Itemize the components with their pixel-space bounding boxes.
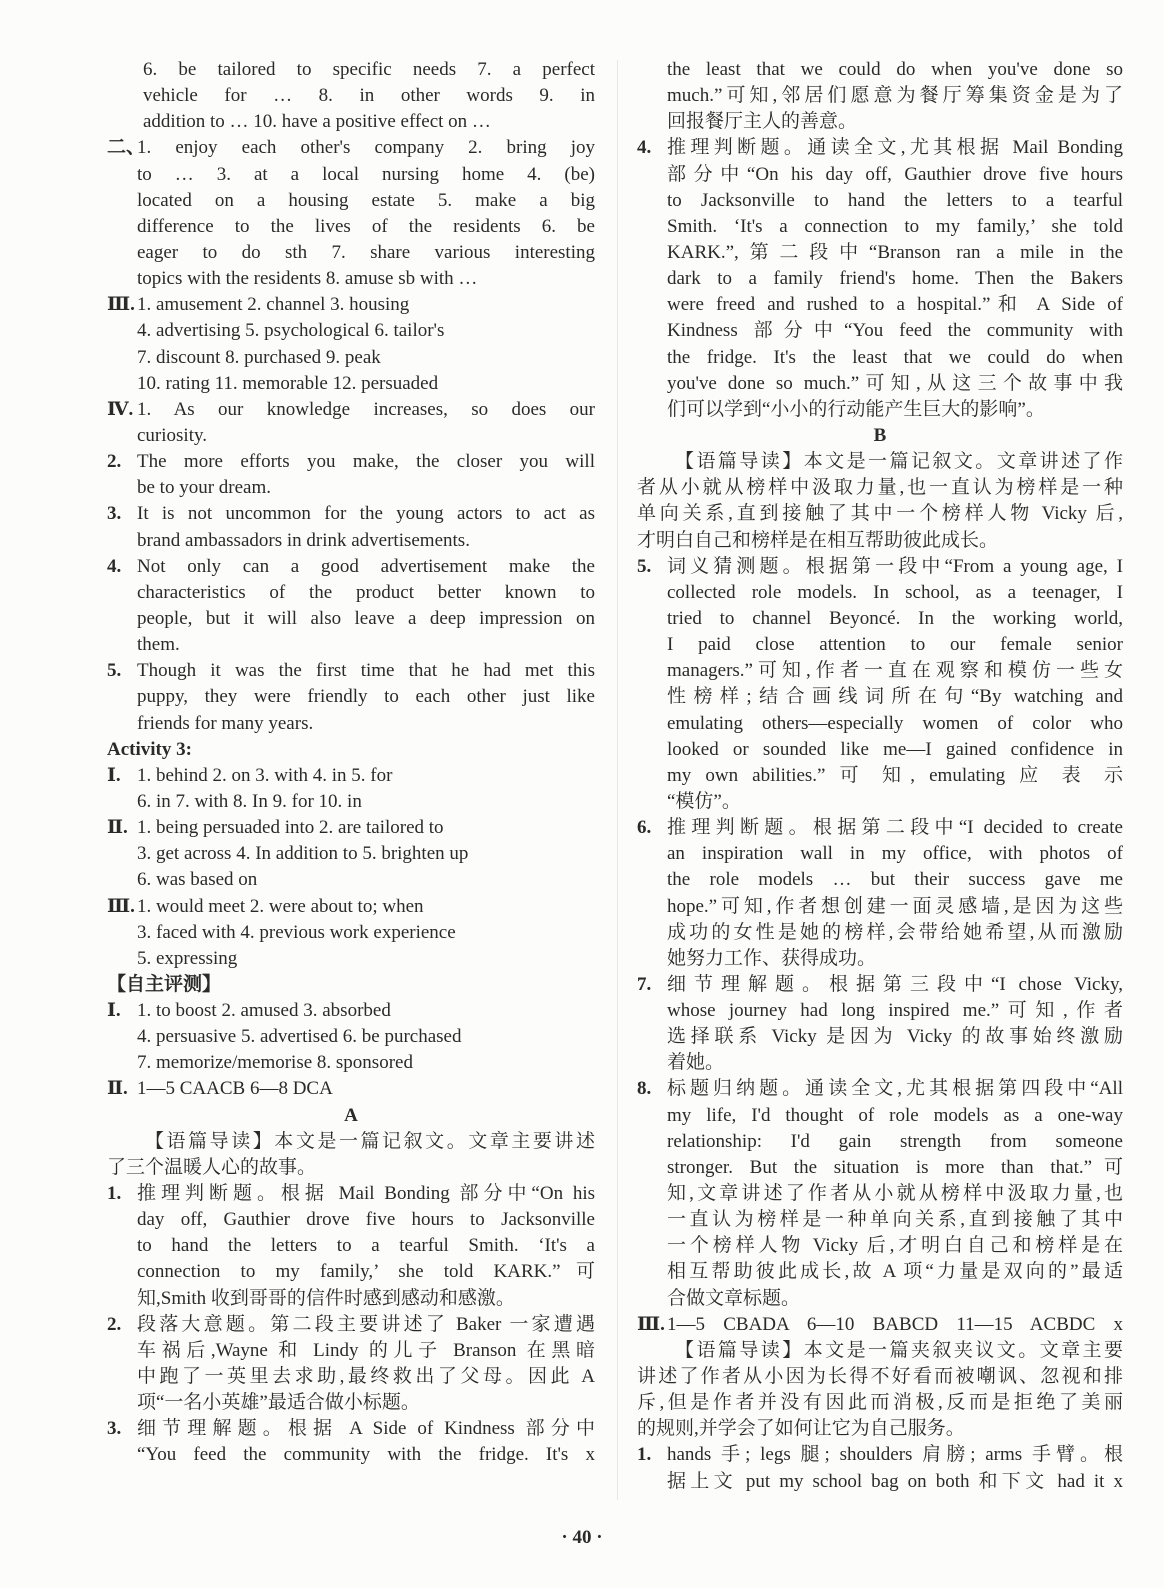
text-line: 1. behind 2. on 3. with 4. in 5. for xyxy=(137,764,393,786)
text-line: 的规则,并学会了如何让它为自己服务。 xyxy=(637,1418,965,1440)
item-number: Ⅱ. xyxy=(107,1078,128,1100)
answer-item xyxy=(107,397,595,449)
text-line: 7. discount 8. purchased 9. peak xyxy=(137,346,381,368)
text-line: much.”可知,邻居们愿意为餐厅筹集资金是为了 xyxy=(667,85,1123,107)
text-line: 她努力工作、获得成功。 xyxy=(667,947,877,969)
text-line: The more efforts you make, the closer you will xyxy=(137,451,595,473)
text-line: 【语篇导读】本文是一篇夹叙夹议文。文章主要 xyxy=(675,1339,1123,1361)
text-line: 5. expressing xyxy=(137,947,238,969)
text-line: I paid close attention to our female senior xyxy=(667,634,1123,656)
item-number: 1. xyxy=(637,1444,652,1466)
item-number: Ⅲ. xyxy=(107,294,135,316)
text-line: be to your dream. xyxy=(137,477,272,499)
text-line: them. xyxy=(137,634,180,656)
text-line: day off, Gauthier drove five hours to Jacksonville xyxy=(137,1209,595,1231)
answer-item xyxy=(107,449,595,501)
text-line: 1. amusement 2. channel 3. housing xyxy=(137,294,410,316)
item-number: 3. xyxy=(107,503,122,525)
text-line: 6. in 7. with 8. In 9. for 10. in xyxy=(137,790,362,812)
text-line: 细节理解题。根据 A Side of Kindness 部分中 xyxy=(137,1418,595,1440)
text-line: emulating others—especially women of color who xyxy=(667,712,1123,734)
text-line: 4. persuasive 5. advertised 6. be purchased xyxy=(137,1026,462,1048)
text-line: 一直认为榜样是一种单向关系,直到接触了其中 xyxy=(667,1209,1123,1231)
text-line: were freed and rushed to a hospital.”和 A Side of xyxy=(667,294,1123,316)
answer-item xyxy=(107,1312,595,1417)
text-line: “You feed the community with the fridge. It's x xyxy=(137,1444,595,1466)
text-line: hope.”可知,作者想创建一面灵感墙,是因为这些 xyxy=(667,895,1123,917)
text-line: Activity 3: xyxy=(107,738,192,760)
answer-item xyxy=(107,345,595,371)
text-line: 推理判断题。根据 Mail Bonding 部分中“On his xyxy=(137,1183,595,1205)
text-line: brand ambassadors in drink advertisements. xyxy=(137,529,470,551)
text-line: 据上文 put my school bag on both 和下文 had it x xyxy=(667,1470,1123,1492)
answer-item xyxy=(637,554,1123,815)
answer-item xyxy=(637,1442,1123,1494)
passage-label xyxy=(637,423,1123,449)
item-number: Ⅲ. xyxy=(107,895,135,917)
text-line: 10. rating 11. memorable 12. persuaded xyxy=(137,372,439,394)
text-line: 项“一名小英雄”最适合做小标题。 xyxy=(137,1392,420,1414)
item-number: 2. xyxy=(107,451,122,473)
text-line: the least that we could do when you've done so xyxy=(667,59,1123,80)
text-line: B xyxy=(873,424,887,446)
text-line: 了三个温暖人心的故事。 xyxy=(107,1156,317,1178)
text-line: characteristics of the product better known to xyxy=(137,581,595,603)
text-line: 1. being persuaded into 2. are tailored to xyxy=(137,817,444,839)
answer-item xyxy=(107,1024,595,1050)
text-line: located on a housing estate 5. make a big xyxy=(137,189,595,211)
answer-item xyxy=(107,1076,595,1102)
passage-summary xyxy=(637,1338,1123,1443)
text-line: 3. faced with 4. previous work experience xyxy=(137,921,456,943)
text-line: 1. would meet 2. were about to; when xyxy=(137,895,424,917)
section-heading xyxy=(107,972,595,998)
text-line: to … 3. at a local nursing home 4. (be) xyxy=(137,163,595,185)
text-line: 推理判断题。根据第二段中“I decided to create xyxy=(667,817,1123,839)
text-line: an inspiration wall in my office, with photos of xyxy=(667,843,1123,865)
answer-item xyxy=(637,972,1123,1077)
text-line: collected role models. In school, as a teenager, I xyxy=(667,581,1123,603)
text-line: 4. advertising 5. psychological 6. tailor's xyxy=(137,320,445,342)
text-line: 一个榜样人物 Vicky 后,才明白自己和榜样是在 xyxy=(667,1235,1123,1257)
text-line: difference to the lives of the residents 6. be xyxy=(137,215,595,237)
answer-item xyxy=(107,292,595,318)
text-line: It is not uncommon for the young actors to act as xyxy=(137,503,595,525)
text-line: 着她。 xyxy=(667,1052,725,1074)
text-line: 成功的女性是她的榜样,会带给她希望,从而激励 xyxy=(667,921,1123,943)
answer-item xyxy=(107,1181,595,1312)
item-number: 3. xyxy=(107,1418,122,1440)
answer-item xyxy=(637,1076,1123,1311)
item-number: Ⅲ. xyxy=(637,1313,665,1335)
passage-summary xyxy=(107,1129,595,1181)
text-line: 知,Smith 收到哥哥的信件时感到感动和感激。 xyxy=(137,1287,515,1309)
text-line: 单向关系,直到接触了其中一个榜样人物 Vicky 后, xyxy=(637,503,1123,525)
text-line: 们可以学到“小小的行动能产生巨大的影响”。 xyxy=(667,398,1045,420)
text-line: topics with the residents 8. amuse sb with … xyxy=(137,268,478,290)
section-heading xyxy=(107,737,595,763)
column-divider xyxy=(617,60,618,1500)
text-line: 6. was based on xyxy=(137,869,258,891)
text-line: dark to a family friend's home. Then the Bakers xyxy=(667,268,1123,290)
text-line: 【语篇导读】本文是一篇记叙文。文章讲述了作 xyxy=(675,451,1123,473)
answer-item xyxy=(107,789,595,815)
text-line: tried to channel Beyoncé. In the working world, xyxy=(667,607,1123,629)
page-number: · 40 · xyxy=(561,1527,603,1548)
text-line: 部分中“On his day off, Gauthier drove five hours xyxy=(667,163,1123,185)
text-line: 知,文章讲述了作者从小就从榜样中汲取力量,也 xyxy=(667,1183,1123,1205)
text-line: looked or sounded like me—I gained confidence in xyxy=(667,738,1123,760)
text-line: 选择联系 Vicky 是因为 Vicky 的故事始终激励 xyxy=(667,1026,1123,1048)
item-number: 4. xyxy=(637,137,652,159)
passage-label xyxy=(107,1103,595,1129)
text-line: 车祸后,Wayne 和 Lindy 的儿子 Branson 在黑暗 xyxy=(137,1339,595,1361)
text-line: Smith. ‘It's a connection to my family,’ she told xyxy=(667,215,1123,237)
text-line: 7. memorize/memorise 8. sponsored xyxy=(137,1052,413,1074)
item-number: Ⅳ. xyxy=(107,398,134,420)
text-line: 推理判断题。通读全文,尤其根据 Mail Bonding xyxy=(667,137,1123,159)
text-line: curiosity. xyxy=(137,424,208,446)
text-line: 才明白自己和榜样是在相互帮助彼此成长。 xyxy=(637,529,999,551)
text-line: 【自主评测】 xyxy=(107,973,222,995)
item-number: 二、 xyxy=(107,137,146,159)
answer-item xyxy=(107,763,595,789)
text-line: friends for many years. xyxy=(137,712,314,734)
text-line: stronger. But the situation is more than that.”可 xyxy=(667,1156,1123,1178)
text-line: 1—5 CAACB 6—8 DCA xyxy=(137,1078,333,1100)
text-line: Kindness 部分中“You feed the community with xyxy=(667,320,1123,342)
answer-item xyxy=(107,946,595,972)
text-line: 回报餐厅主人的善意。 xyxy=(667,111,858,133)
text-line: 相互帮助彼此成长,故 A 项“力量是双向的”最适 xyxy=(667,1261,1123,1283)
answer-item xyxy=(107,867,595,893)
text-line: 1. As our knowledge increases, so does our xyxy=(137,398,595,420)
text-line: connection to my family,’ she told KARK.”可 xyxy=(137,1261,595,1283)
item-number: 2. xyxy=(107,1313,122,1335)
item-number: Ⅰ. xyxy=(107,764,121,786)
text-line: 合做文章标题。 xyxy=(667,1287,801,1309)
text-line: Not only can a good advertisement make the xyxy=(137,555,595,577)
item-number: 7. xyxy=(637,973,652,995)
text-line: 讲述了作者从小因为长得不好看而被嘲讽、忽视和排 xyxy=(637,1366,1123,1388)
answer-item xyxy=(637,1312,1123,1338)
text-line: “模仿”。 xyxy=(667,790,741,812)
item-number: 5. xyxy=(107,660,122,682)
text-line: people, but it will also leave a deep impression on xyxy=(137,607,595,629)
item-number: 8. xyxy=(637,1078,652,1100)
text-line: 斥,但是作者并没有因此而消极,反而是拒绝了美丽 xyxy=(637,1392,1123,1414)
text-line: hands 手; legs 腿; shoulders 肩膀; arms 手臂。根 xyxy=(667,1444,1123,1466)
text-line: my life, I'd thought of role models as a one-way xyxy=(667,1104,1123,1126)
answer-item xyxy=(107,1050,595,1076)
text-line: 性榜样;结合画线词所在句“By watching and xyxy=(667,686,1123,708)
item-number: 1. xyxy=(107,1183,122,1205)
text-line: the role models … but their success gave me xyxy=(667,869,1123,891)
answer-item xyxy=(107,554,595,659)
text-line: my own abilities.” 可 知, emulating 应 表 示 xyxy=(667,764,1123,786)
text-line: 标题归纳题。通读全文,尤其根据第四段中“All xyxy=(667,1078,1123,1100)
text-line: A xyxy=(344,1104,358,1126)
answer-item xyxy=(107,371,595,397)
text-line: 【语篇导读】本文是一篇记叙文。文章主要讲述 xyxy=(145,1130,595,1152)
left-column xyxy=(107,57,595,1469)
text-line: 1. enjoy each other's company 2. bring joy xyxy=(137,137,595,159)
item-number: 6. xyxy=(637,817,652,839)
item-number: 4. xyxy=(107,555,122,577)
text-line: 细节理解题。根据第三段中“I chose Vicky, xyxy=(667,973,1123,995)
answer-item xyxy=(637,135,1123,423)
answer-item xyxy=(107,815,595,841)
item-number: Ⅰ. xyxy=(107,1000,121,1022)
text-line: eager to do sth 7. share various interesting xyxy=(137,241,595,263)
answer-item xyxy=(107,894,595,920)
answer-item xyxy=(107,1416,595,1468)
text-line: 1—5 CBADA 6—10 BABCD 11—15 ACBDC x xyxy=(667,1313,1123,1335)
passage-summary xyxy=(637,449,1123,554)
text-line: vehicle for … 8. in other words 9. in xyxy=(143,85,595,107)
text-line: 1. to boost 2. amused 3. absorbed xyxy=(137,1000,391,1022)
answer-item xyxy=(107,135,595,292)
text-line: 词义猜测题。根据第一段中“From a young age, I xyxy=(667,555,1123,577)
text-line: 6. be tailored to specific needs 7. a perfect xyxy=(143,59,595,80)
text-line: you've done so much.”可知,从这三个故事中我 xyxy=(667,372,1123,394)
text-line: whose journey had long inspired me.”可知,作者 xyxy=(667,1000,1123,1022)
answer-item xyxy=(107,318,595,344)
text-line: the fridge. It's the least that we could do when xyxy=(667,346,1123,368)
text-line: Though it was the first time that he had met this xyxy=(137,660,595,682)
answer-item xyxy=(107,57,595,135)
text-line: addition to … 10. have a positive effect on … xyxy=(143,111,491,133)
text-line: 3. get across 4. In addition to 5. brighten up xyxy=(137,843,469,865)
answer-item xyxy=(637,815,1123,972)
text-line: to hand the letters to a tearful Smith. ‘It's a xyxy=(137,1235,595,1257)
text-line: 者从小就从榜样中汲取力量,也一直认为榜样是一种 xyxy=(637,477,1123,499)
answer-item xyxy=(107,658,595,736)
text-line: to Jacksonville to hand the letters to a tearful xyxy=(667,189,1123,211)
answer-item xyxy=(107,841,595,867)
text-line: relationship: I'd gain strength from someone xyxy=(667,1130,1123,1152)
answer-item xyxy=(637,57,1123,135)
text-line: 段落大意题。第二段主要讲述了 Baker 一家遭遇 xyxy=(137,1313,595,1335)
item-number: Ⅱ. xyxy=(107,817,128,839)
answer-item xyxy=(107,501,595,553)
item-number: 5. xyxy=(637,555,652,577)
text-line: puppy, they were friendly to each other just like xyxy=(137,686,595,708)
text-line: managers.”可知,作者一直在观察和模仿一些女 xyxy=(667,660,1123,682)
answer-item xyxy=(107,920,595,946)
right-column xyxy=(637,57,1123,1495)
answer-item xyxy=(107,998,595,1024)
text-line: KARK.”,第二段中“Branson ran a mile in the xyxy=(667,241,1123,263)
text-line: 中跑了一英里去求助,最终救出了父母。因此 A xyxy=(137,1366,595,1388)
